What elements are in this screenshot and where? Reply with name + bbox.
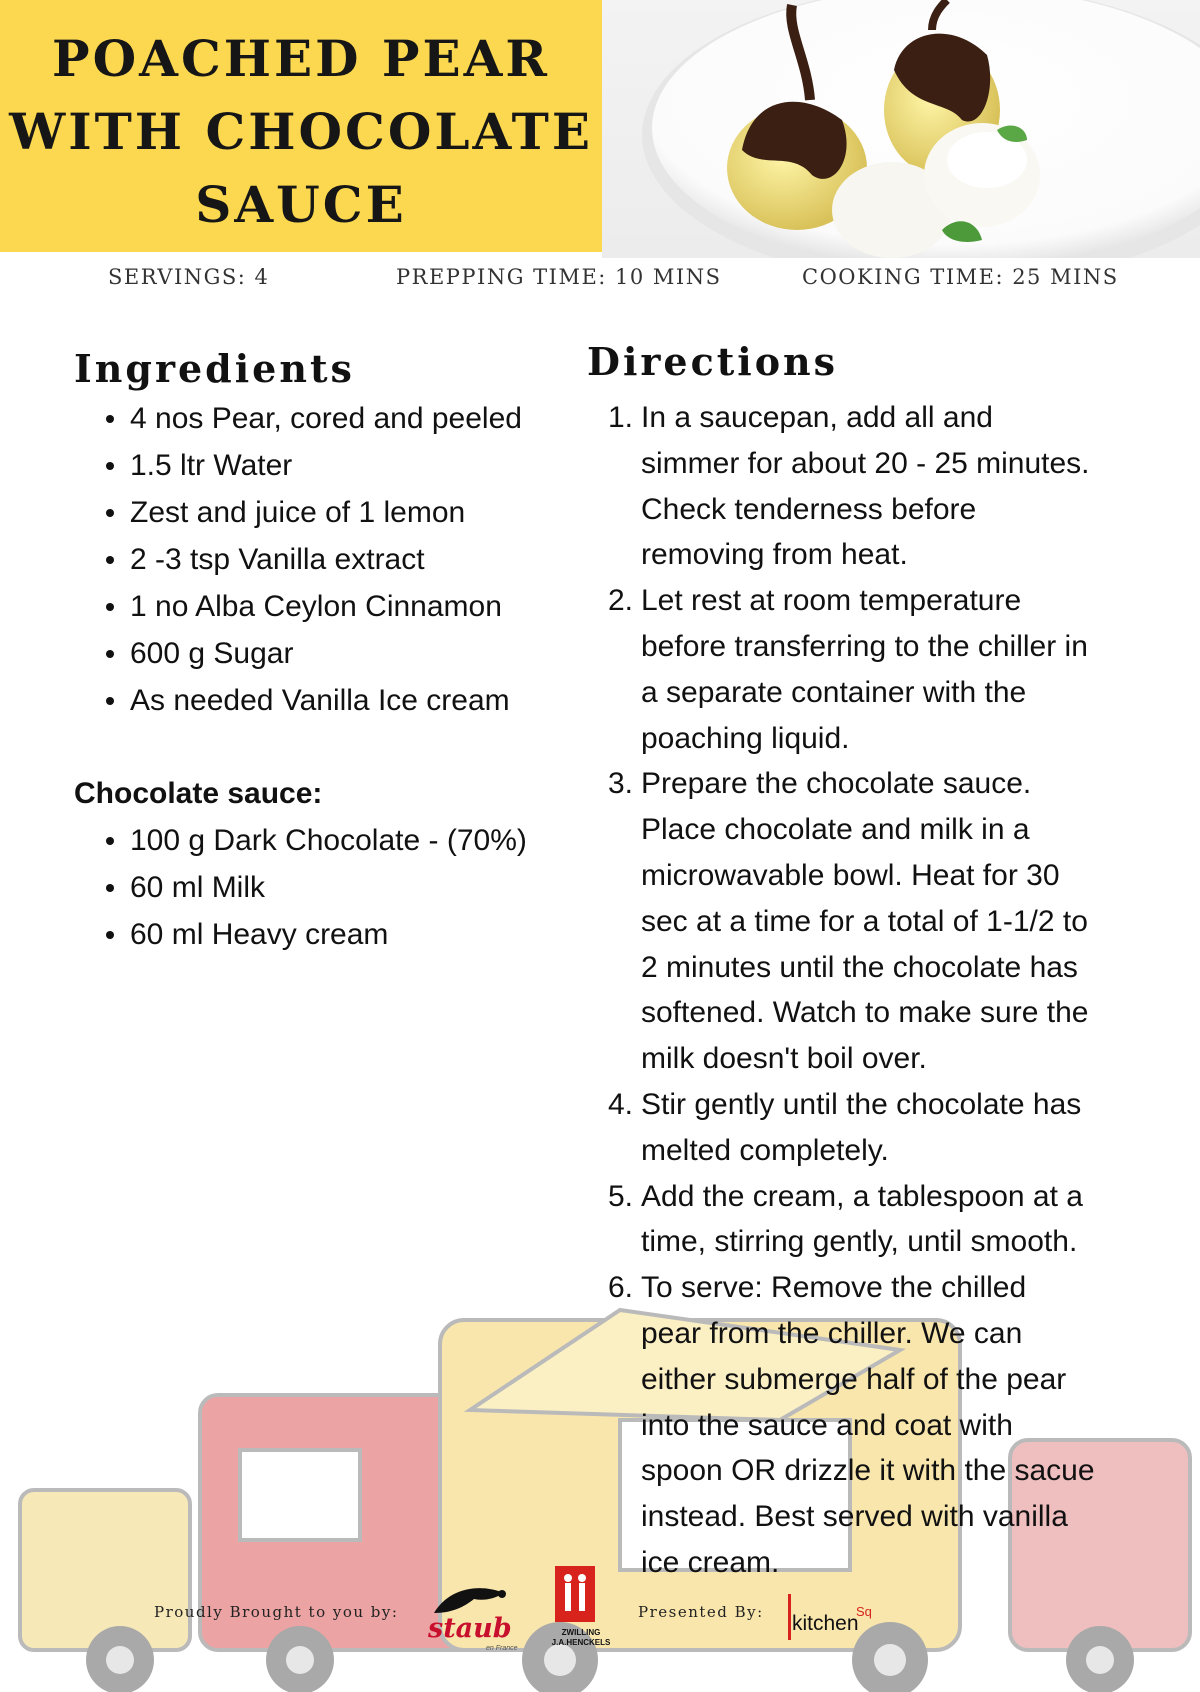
step-text [641,1082,1148,1174]
step-text [641,761,1148,1082]
sauce-ingredients-list [100,817,527,958]
list-item: 4 nos Pear, cored and peeled [100,395,522,442]
twin-figures-icon [555,1566,595,1622]
directions-heading: Directions [587,339,839,384]
proudly-brought-label: Proudly Brought to you by: [154,1603,399,1621]
step-line: In a saucepan, add all and [641,401,993,434]
step-line: removing from heat. [641,538,908,572]
direction-step [608,578,1148,761]
step-line: Let rest at room temperature [641,584,1022,618]
title-banner [0,0,602,252]
list-item: 600 g Sugar [100,630,522,677]
ingredients-list [100,395,522,724]
step-number: 6. [608,1271,634,1305]
ingredients-heading: Ingredients [74,346,355,391]
step-text [641,395,1148,578]
step-line: sec at a time for a total of 1-1/2 to [641,904,1088,938]
staub-logo: staub en France [424,1583,536,1655]
kitchen-sq-logo: kitchen Sq [786,1590,896,1650]
directions-list [608,395,1148,1586]
step-line: a separate container with the [641,675,1027,709]
step-number: 4. [608,1087,634,1121]
step-number: 1. [608,401,634,434]
list-item: 100 g Dark Chocolate - (70%) [100,817,527,864]
title-line-2: WITH CHOCOLATE [9,102,593,161]
step-text [641,1174,1148,1266]
step-line: before transferring to the chiller in [641,629,1088,663]
step-line: ice cream. [641,1545,780,1579]
step-line: melted completely. [641,1133,889,1167]
step-line: spoon OR drizzle it with the sacue [641,1454,1095,1488]
step-line: Add the cream, a tablespoon at a [641,1179,1083,1213]
step-line: into the sauce and coat with [641,1408,1013,1442]
list-item: 2 -3 tsp Vanilla extract [100,536,522,583]
step-line: softened. Watch to make sure the [641,996,1089,1030]
step-line: pear from the chiller. We can [641,1316,1023,1350]
direction-step [608,395,1148,578]
step-line: milk doesn't boil over. [641,1042,927,1076]
step-line: Stir gently until the chocolate has [641,1087,1082,1121]
recipe-title [0,22,602,241]
title-line-1: POACHED PEAR [52,29,550,88]
step-line: poaching liquid. [641,721,850,755]
list-item: 1 no Alba Ceylon Cinnamon [100,583,522,630]
presented-by-label: Presented By: [638,1603,764,1621]
step-line: microwavable bowl. Heat for 30 [641,858,1060,892]
direction-step [608,1082,1148,1174]
step-text [641,578,1148,761]
list-item: 1.5 ltr Water [100,442,522,489]
direction-step [608,1174,1148,1266]
zwilling-logo: ZWILLING J.A.HENCKELS [549,1566,617,1674]
step-line: 2 minutes until the chocolate has [641,950,1078,984]
list-item: As needed Vanilla Ice cream [100,677,522,724]
step-line: simmer for about 20 - 25 minutes. [641,446,1090,480]
list-item: 60 ml Heavy cream [100,911,527,958]
step-line: Prepare the chocolate sauce. [641,767,1032,801]
step-line: Place chocolate and milk in a [641,813,1030,847]
step-line: Check tenderness before [641,492,977,526]
prepping-time-info: PREPPING TIME: 10 MINS [396,265,722,289]
direction-step [608,1265,1148,1586]
step-line: either submerge half of the pear [641,1362,1067,1396]
list-item: 60 ml Milk [100,864,527,911]
knife-icon [788,1594,791,1640]
step-line: To serve: Remove the chilled [641,1271,1027,1305]
direction-step [608,761,1148,1082]
list-item: Zest and juice of 1 lemon [100,489,522,536]
chocolate-sauce-heading: Chocolate sauce: [74,777,323,810]
servings-info: SERVINGS: 4 [108,265,270,289]
step-number: 2. [608,584,634,618]
step-line: time, stirring gently, until smooth. [641,1225,1078,1259]
step-number: 5. [608,1179,634,1213]
cooking-time-info: COOKING TIME: 25 MINS [802,265,1119,289]
step-line: instead. Best served with vanilla [641,1500,1068,1534]
dish-photo [602,0,1200,258]
title-line-3: SAUCE [195,175,407,234]
step-text [641,1265,1148,1586]
step-number: 3. [608,767,634,801]
